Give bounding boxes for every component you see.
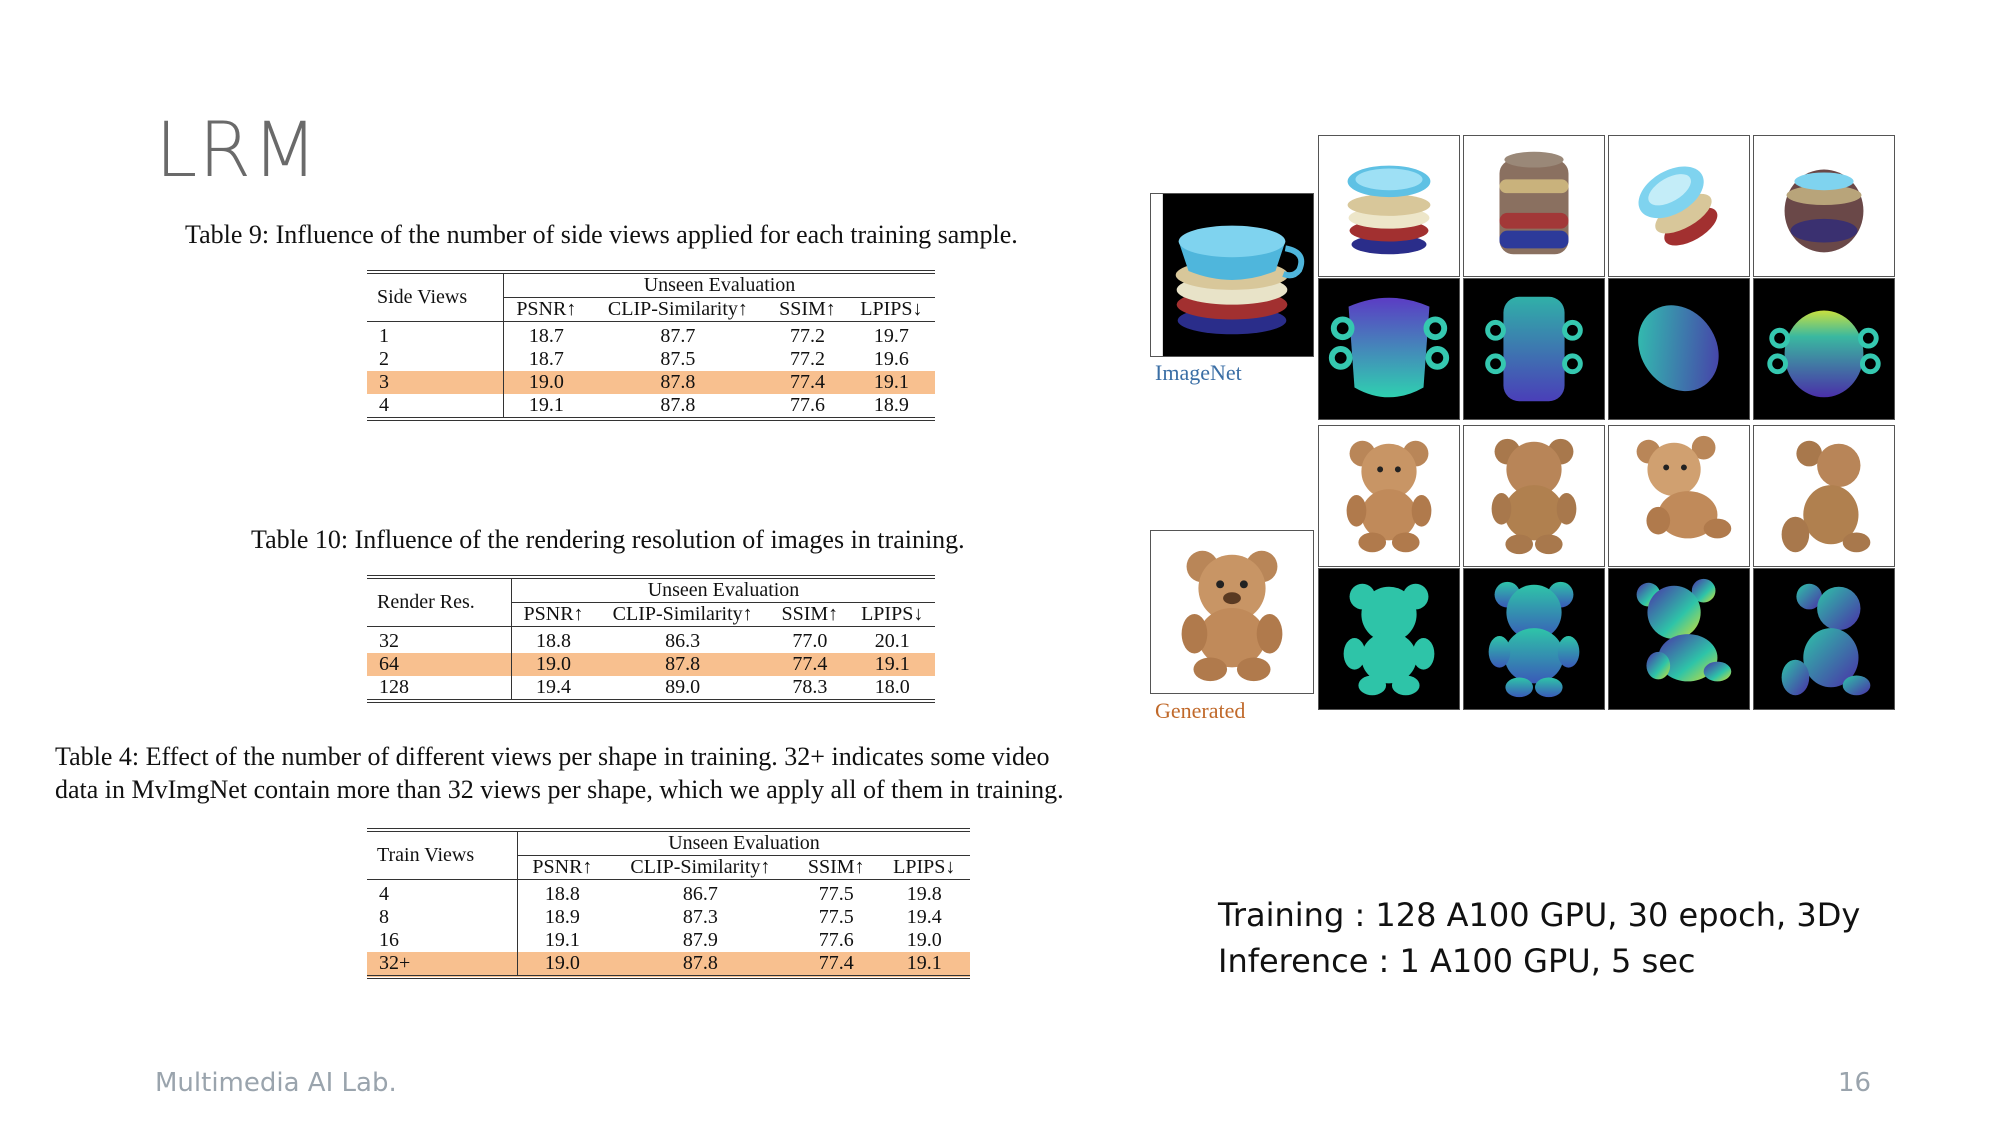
group-header: Unseen Evaluation <box>512 577 936 603</box>
cup-depth-view-3 <box>1608 278 1750 420</box>
table-row <box>367 394 935 419</box>
column-header: CLIP-Similarity↑ <box>595 603 770 627</box>
table10-caption: Table 10: Influence of the rendering resolution of images in training. <box>251 525 965 554</box>
table4 <box>367 828 970 979</box>
bear-depth-view-2 <box>1463 568 1605 710</box>
metric-cell: 19.1 <box>504 394 589 419</box>
metric-cell: 20.1 <box>874 630 910 652</box>
metric-cell: 19.1 <box>849 653 935 676</box>
metric-cell: 89.0 <box>595 676 770 701</box>
metric-cell: 77.4 <box>770 653 849 676</box>
row-header: Train Views <box>367 830 518 880</box>
metric-cell: 19.0 <box>906 929 942 951</box>
table4-caption-line2: data in MvImgNet contain more than 32 views per shape, which we apply all of them in training. <box>55 775 1064 804</box>
generated-label: Generated <box>1155 698 1246 723</box>
column-header: LPIPS↓ <box>879 856 970 880</box>
row-label: 2 <box>367 348 504 371</box>
cup-render-view-1 <box>1318 135 1460 277</box>
table-row <box>367 371 935 394</box>
table-row <box>367 322 935 349</box>
metric-cell: 19.4 <box>512 676 596 701</box>
row-label: 64 <box>367 653 512 676</box>
table9 <box>367 270 935 421</box>
table-row <box>367 880 970 907</box>
table-row <box>367 952 970 977</box>
row-label: 4 <box>367 394 504 419</box>
cup-depth-view-2 <box>1463 278 1605 420</box>
metric-cell: 77.4 <box>767 371 848 394</box>
slide-title: LRM <box>155 105 319 194</box>
column-header: PSNR↑ <box>504 298 589 322</box>
row-header: Render Res. <box>367 577 512 627</box>
compute-notes <box>1218 892 1860 984</box>
metric-cell: 18.0 <box>849 676 935 701</box>
row-label: 1 <box>367 322 504 349</box>
column-header: LPIPS↓ <box>849 603 935 627</box>
metric-cell: 18.7 <box>528 325 564 347</box>
table-row <box>367 653 935 676</box>
metric-cell: 77.2 <box>789 325 825 347</box>
inference-note: Inference : 1 A100 GPU, 5 sec <box>1218 942 1696 980</box>
metric-cell: 19.0 <box>518 952 607 977</box>
bear-depth-view-4 <box>1753 568 1895 710</box>
bear-render-view-2 <box>1463 425 1605 567</box>
cup-depth-view-1 <box>1318 278 1460 420</box>
metric-cell: 77.6 <box>818 929 854 951</box>
metric-cell: 77.0 <box>792 630 828 652</box>
table4-caption-line1: Table 4: Effect of the number of different views per shape in training. 32+ indicates some video <box>55 742 1050 771</box>
bear-depth-view-1 <box>1318 568 1460 710</box>
cup-depth-view-4 <box>1753 278 1895 420</box>
table-row <box>367 348 935 371</box>
imagenet-label: ImageNet <box>1155 360 1242 385</box>
table-row <box>367 929 970 952</box>
metric-cell: 86.7 <box>682 883 718 905</box>
cup-render-view-3 <box>1608 135 1750 277</box>
column-header: PSNR↑ <box>512 603 596 627</box>
metric-cell: 18.9 <box>848 394 935 419</box>
row-label: 16 <box>367 929 518 952</box>
table9-caption: Table 9: Influence of the number of side views applied for each training sample. <box>185 220 1018 249</box>
metric-cell: 87.5 <box>660 348 696 370</box>
training-note: Training : 128 A100 GPU, 30 epoch, 3Dy <box>1218 896 1861 934</box>
cup-render-view-2 <box>1463 135 1605 277</box>
metric-cell: 87.8 <box>595 653 770 676</box>
row-label: 4 <box>367 880 518 907</box>
group-header: Unseen Evaluation <box>518 830 971 856</box>
group-header: Unseen Evaluation <box>504 272 936 298</box>
row-label: 3 <box>367 371 504 394</box>
metric-cell: 19.6 <box>873 348 909 370</box>
metric-cell: 18.9 <box>544 906 580 928</box>
column-header: CLIP-Similarity↑ <box>607 856 794 880</box>
metric-cell: 19.1 <box>544 929 580 951</box>
metric-cell: 87.7 <box>660 325 696 347</box>
metric-cell: 19.7 <box>873 325 909 347</box>
table-row <box>367 676 935 701</box>
metric-cell: 77.5 <box>818 906 854 928</box>
imagenet-input-image <box>1150 193 1314 357</box>
metric-cell: 87.8 <box>607 952 794 977</box>
row-label: 8 <box>367 906 518 929</box>
metric-cell: 77.2 <box>789 348 825 370</box>
metric-cell: 18.8 <box>544 883 580 905</box>
bear-depth-view-3 <box>1608 568 1750 710</box>
metric-cell: 77.5 <box>818 883 854 905</box>
metric-cell: 19.1 <box>848 371 935 394</box>
generated-input-image <box>1150 530 1314 694</box>
metric-cell: 18.7 <box>528 348 564 370</box>
metric-cell: 87.8 <box>589 371 767 394</box>
row-header: Side Views <box>367 272 504 322</box>
metric-cell: 86.3 <box>665 630 701 652</box>
column-header: SSIM↑ <box>767 298 848 322</box>
metric-cell: 18.8 <box>536 630 572 652</box>
column-header: PSNR↑ <box>518 856 607 880</box>
table-row <box>367 627 935 654</box>
bear-render-view-1 <box>1318 425 1460 567</box>
metric-cell: 78.3 <box>770 676 849 701</box>
metric-cell: 19.0 <box>512 653 596 676</box>
metric-cell: 77.4 <box>794 952 879 977</box>
page-number: 16 <box>1838 1068 1872 1098</box>
bear-render-view-4 <box>1753 425 1895 567</box>
metric-cell: 87.8 <box>589 394 767 419</box>
metric-cell: 87.9 <box>682 929 718 951</box>
column-header: SSIM↑ <box>770 603 849 627</box>
reconstruction-grid <box>1318 135 1896 725</box>
footer-lab-name: Multimedia AI Lab. <box>155 1068 397 1098</box>
bear-render-view-3 <box>1608 425 1750 567</box>
metric-cell: 19.8 <box>906 883 942 905</box>
table10 <box>367 575 935 703</box>
metric-cell: 19.1 <box>879 952 970 977</box>
column-header: CLIP-Similarity↑ <box>589 298 767 322</box>
row-label: 32 <box>367 627 512 654</box>
metric-cell: 77.6 <box>767 394 848 419</box>
column-header: LPIPS↓ <box>848 298 935 322</box>
row-label: 32+ <box>367 952 518 977</box>
metric-cell: 19.4 <box>906 906 942 928</box>
table-row <box>367 906 970 929</box>
row-label: 128 <box>367 676 512 701</box>
column-header: SSIM↑ <box>794 856 879 880</box>
cup-render-view-4 <box>1753 135 1895 277</box>
metric-cell: 87.3 <box>682 906 718 928</box>
metric-cell: 19.0 <box>504 371 589 394</box>
